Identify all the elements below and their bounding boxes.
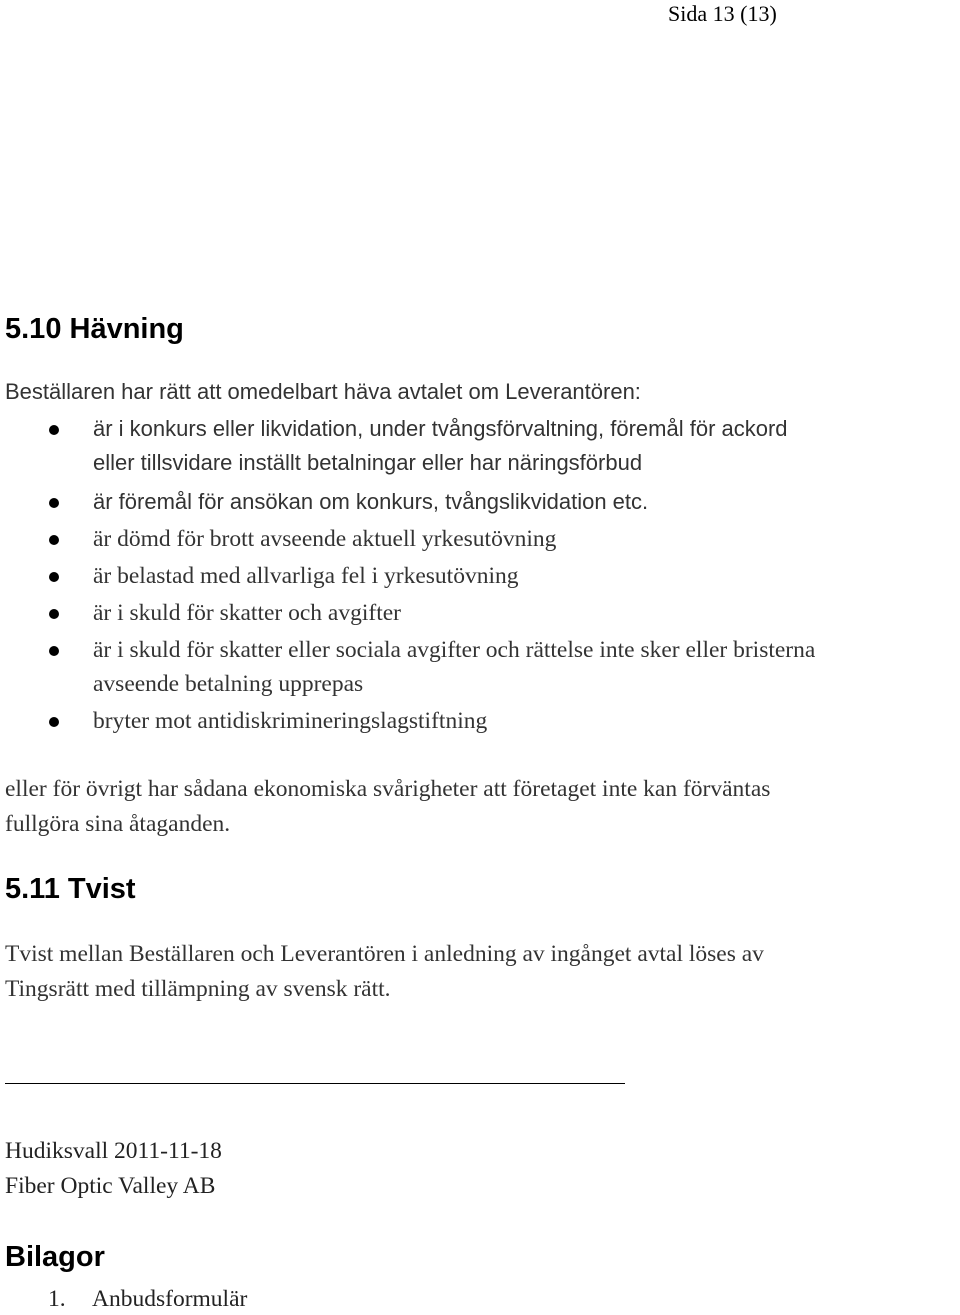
list-item <box>0 633 960 701</box>
list-item-line: är belastad med allvarliga fel i yrkesutövning <box>93 563 519 589</box>
bullet-icon <box>49 646 59 656</box>
list-item-line: bryter mot antidiskrimineringslagstiftning <box>93 708 488 734</box>
list-item-line: avseende betalning upprepas <box>93 671 364 697</box>
list-item-line: eller tillsvidare inställt betalningar eller har näringsförbud <box>93 450 643 475</box>
paragraph-line: Tingsrätt med tillämpning av svensk rätt. <box>5 976 391 1002</box>
bullet-icon <box>49 498 59 508</box>
list-item-line: är dömd för brott avseende aktuell yrkesutövning <box>93 526 557 552</box>
list-item <box>0 704 960 738</box>
list-item <box>0 412 960 482</box>
paragraph-line: eller för övrigt har sådana ekonomiska svårigheter att företaget inte kan förväntas <box>5 776 771 802</box>
dispute-paragraph <box>5 937 955 1007</box>
signature-line <box>5 1083 625 1084</box>
intro-text: Beställaren har rätt att omedelbart häva avtalet om Leverantören: <box>5 379 641 404</box>
termination-conditions-list <box>0 412 960 738</box>
attachments-heading: Bilagor <box>5 1241 105 1273</box>
list-item-line: är i skuld för skatter eller sociala avgifter och rättelse inte sker eller bristerna <box>93 637 816 663</box>
paragraph-line: fullgöra sina åtaganden. <box>5 811 231 837</box>
bullet-icon <box>49 572 59 582</box>
page-number: Sida 13 (13) <box>668 1 777 26</box>
attachment-label: Anbudsformulär <box>92 1286 248 1312</box>
section-heading-tvist: 5.11 Tvist <box>5 873 136 905</box>
list-item-line: är i konkurs eller likvidation, under tvångsförvaltning, föremål för ackord <box>93 416 788 441</box>
list-item-line: är föremål för ansökan om konkurs, tvångslikvidation etc. <box>93 489 649 514</box>
bullet-icon <box>49 425 59 435</box>
list-item <box>0 522 960 556</box>
list-item-line: är i skuld för skatter och avgifter <box>93 600 402 626</box>
signature-place-date: Hudiksvall 2011-11-18 <box>5 1138 222 1164</box>
closing-paragraph <box>5 772 955 842</box>
section-heading-havning: 5.10 Hävning <box>5 313 184 345</box>
list-item <box>48 1283 247 1315</box>
attachments-list <box>48 1283 247 1315</box>
list-item <box>0 559 960 593</box>
signature-block <box>5 1134 222 1204</box>
bullet-icon <box>49 717 59 727</box>
list-item <box>0 596 960 630</box>
signature-company: Fiber Optic Valley AB <box>5 1173 216 1199</box>
bullet-icon <box>49 535 59 545</box>
bullet-icon <box>49 609 59 619</box>
attachment-number: 1. <box>48 1286 66 1312</box>
paragraph-line: Tvist mellan Beställaren och Leverantören i anledning av ingånget avtal löses av <box>5 941 764 967</box>
list-item <box>0 485 960 519</box>
